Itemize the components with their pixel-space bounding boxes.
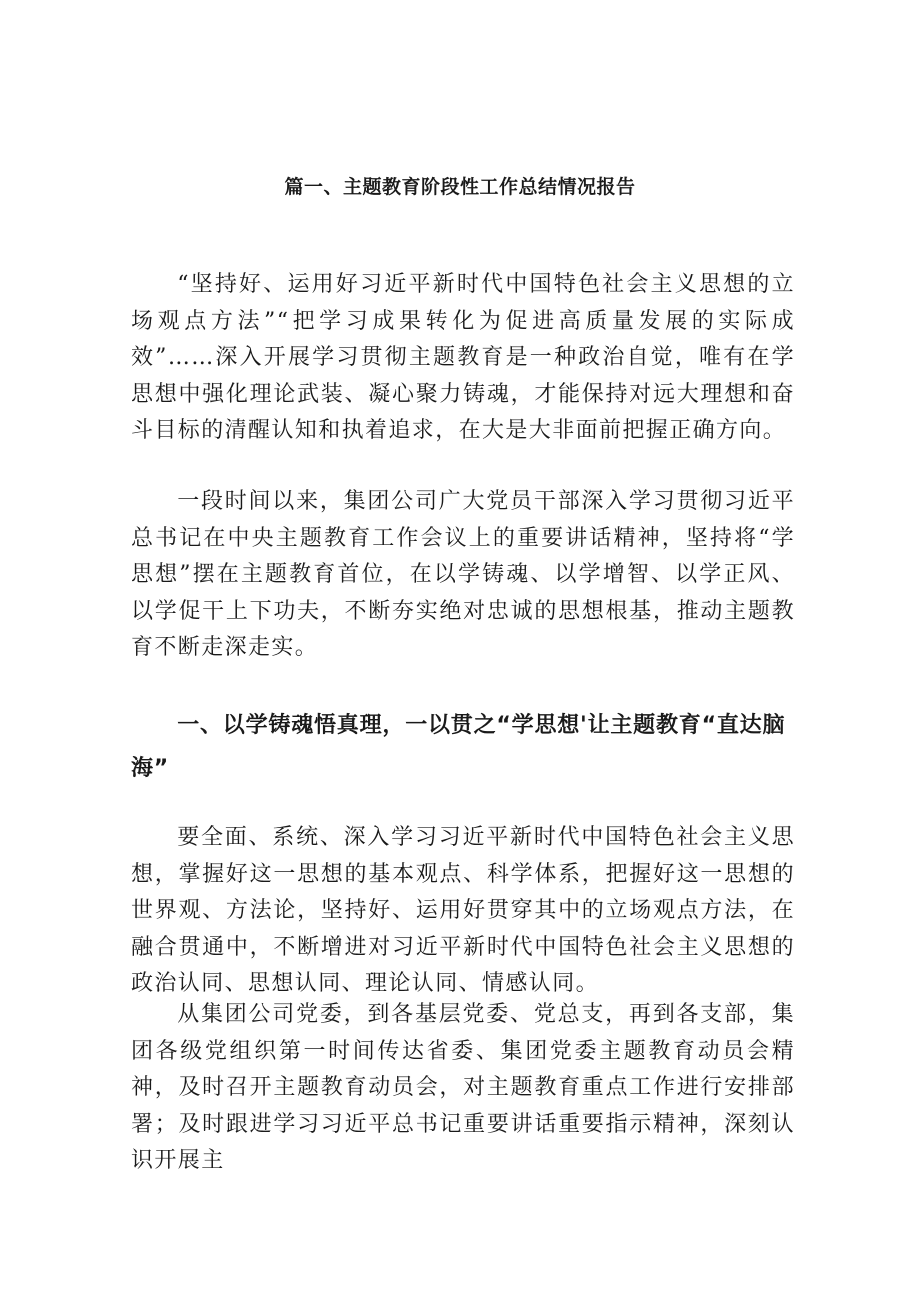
paragraph-intro: “坚持好、运用好习近平新时代中国特色社会主义思想的立场观点方法”“把学习成果转化为促进高质量发展的实际成效”……深入开展学习贯彻主题教育是一种政治自觉，唯有在学思想中强化理论武装、凝心聚力铸魂，才能保持对远大理想和奋斗目标的清醒认知和执着追求，在大是大非面前把握正确方向。: [131, 272, 795, 443]
section-paragraph-2: 从集团公司党委，到各基层党委、党总支，再到各支部，集团各级党组织第一时间传达省委、集团党委主题教育动员会精神，及时召开主题教育动员会，对主题教育重点工作进行安排部署；及时跟进学习习近平总书记重要讲话重要指示精神，深刻认识开展主: [131, 1002, 795, 1173]
section-paragraph-1: 要全面、系统、深入学习习近平新时代中国特色社会主义思想，掌握好这一思想的基本观点、科学体系，把握好这一思想的世界观、方法论，坚持好、运用好贯穿其中的立场观点方法，在融合贯通中，不断增进对习近平新时代中国特色社会主义思想的政治认同、思想认同、理论认同、情感认同。: [131, 825, 795, 996]
document-title: 篇一、主题教育阶段性工作总结情况报告: [284, 176, 636, 198]
section-heading-1: 一、以学铸魂悟真理，一以贯之“学思想'让主题教育“直达脑海”: [131, 713, 786, 781]
paragraph-overview: 一段时间以来，集团公司广大党员干部深入学习贯彻习近平总书记在中央主题教育工作会议上的重要讲话精神，坚持将“学思想”摆在主题教育首位，在以学铸魂、以学增智、以学正风、以学促干上下功夫，不断夯实绝对忠诚的思想根基，推动主题教育不断走深走实。: [131, 489, 795, 660]
